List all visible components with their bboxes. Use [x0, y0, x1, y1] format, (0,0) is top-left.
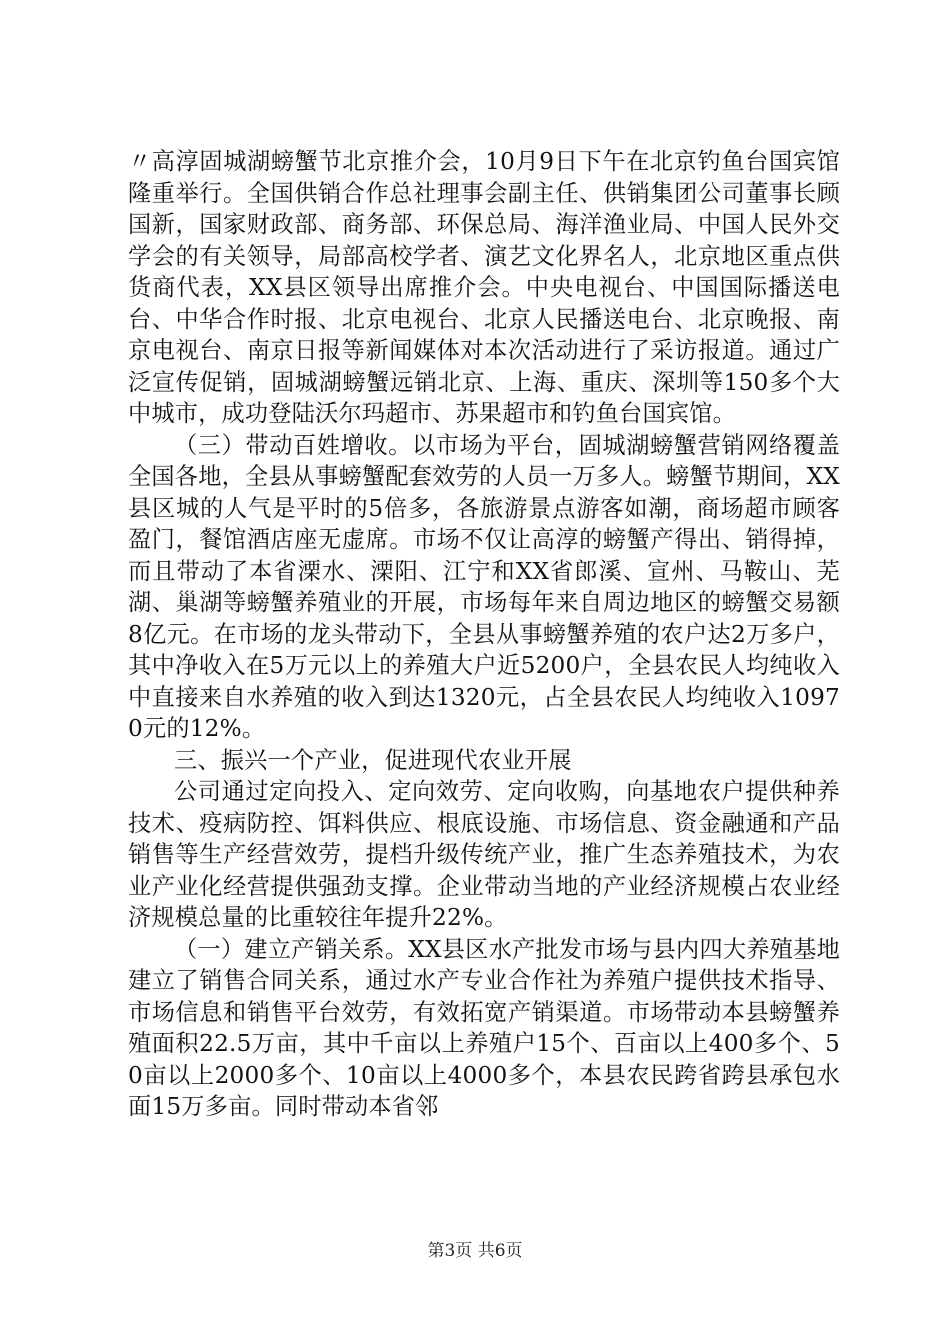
- paragraph-section-3: （三）带动百姓增收。以市场为平台，固城湖螃蟹营销网络覆盖全国各地，全县从事螃蟹配套效劳的人员一万多人。螃蟹节期间，XX县区城的人气是平时的5倍多，各旅游景点游客如潮，商场超市顾客盈门，餐馆酒店座无虚席。市场不仅让高淳的螃蟹产得出、销得掉，而且带动了本省溧水、溧阳、江宁和XX省郎溪、宣州、马鞍山、芜湖、巢湖等螃蟹养殖业的开展，市场每年来自周边地区的螃蟹交易额8亿元。在市场的龙头带动下，全县从事螃蟹养殖的农户达2万多户，其中净收入在5万元以上的养殖大户近5200户，全县农民人均纯收入中直接来自水养殖的收入到达1320元，占全县农民人均纯收入10970元的12%。: [128, 431, 840, 742]
- document-body: [128, 146, 840, 1123]
- paragraph-continued: 〃高淳固城湖螃蟹节北京推介会，10月9日下午在北京钓鱼台国宾馆隆重举行。全国供销合作总社理事会副主任、供销集团公司董事长顾国新，国家财政部、商务部、环保总局、海洋渔业局、中国人民外交学会的有关领导，局部高校学者、演艺文化界名人，北京地区重点供货商代表，XX县区领导出席推介会。中央电视台、中国国际播送电台、中华合作时报、北京电视台、北京人民播送电台、北京晚报、南京电视台、南京日报等新闻媒体对本次活动进行了采访报道。通过广泛宣传促销，固城湖螃蟹远销北京、上海、重庆、深圳等150多个大中城市，成功登陆沃尔玛超市、苏果超市和钓鱼台国宾馆。: [128, 148, 840, 427]
- page-number-footer: 第3页 共6页: [427, 1241, 523, 1261]
- paragraph-section-1: （一）建立产销关系。XX县区水产批发市场与县内四大养殖基地建立了销售合同关系，通过水产专业合作社为养殖户提供技术指导、市场信息和销售平台效劳，有效拓宽产销渠道。市场带动本县螃蟹养殖面积22.5万亩，其中千亩以上养殖户15个、百亩以上400多个、50亩以上2000多个、10亩以上4000多个，本县农民跨省跨县承包水面15万多亩。同时带动本省邻: [128, 935, 840, 1120]
- section-heading: 三、振兴一个产业，促进现代农业开展: [174, 746, 572, 774]
- paragraph-company: 公司通过定向投入、定向效劳、定向收购，向基地农户提供种养技术、疫病防控、饵料供应、根底设施、市场信息、资金融通和产品销售等生产经营效劳，提档升级传统产业，推广生态养殖技术，为农业产业化经营提供强劲支撑。企业带动当地的产业经济规模占农业经济规模总量的比重较往年提升22%。: [128, 778, 840, 931]
